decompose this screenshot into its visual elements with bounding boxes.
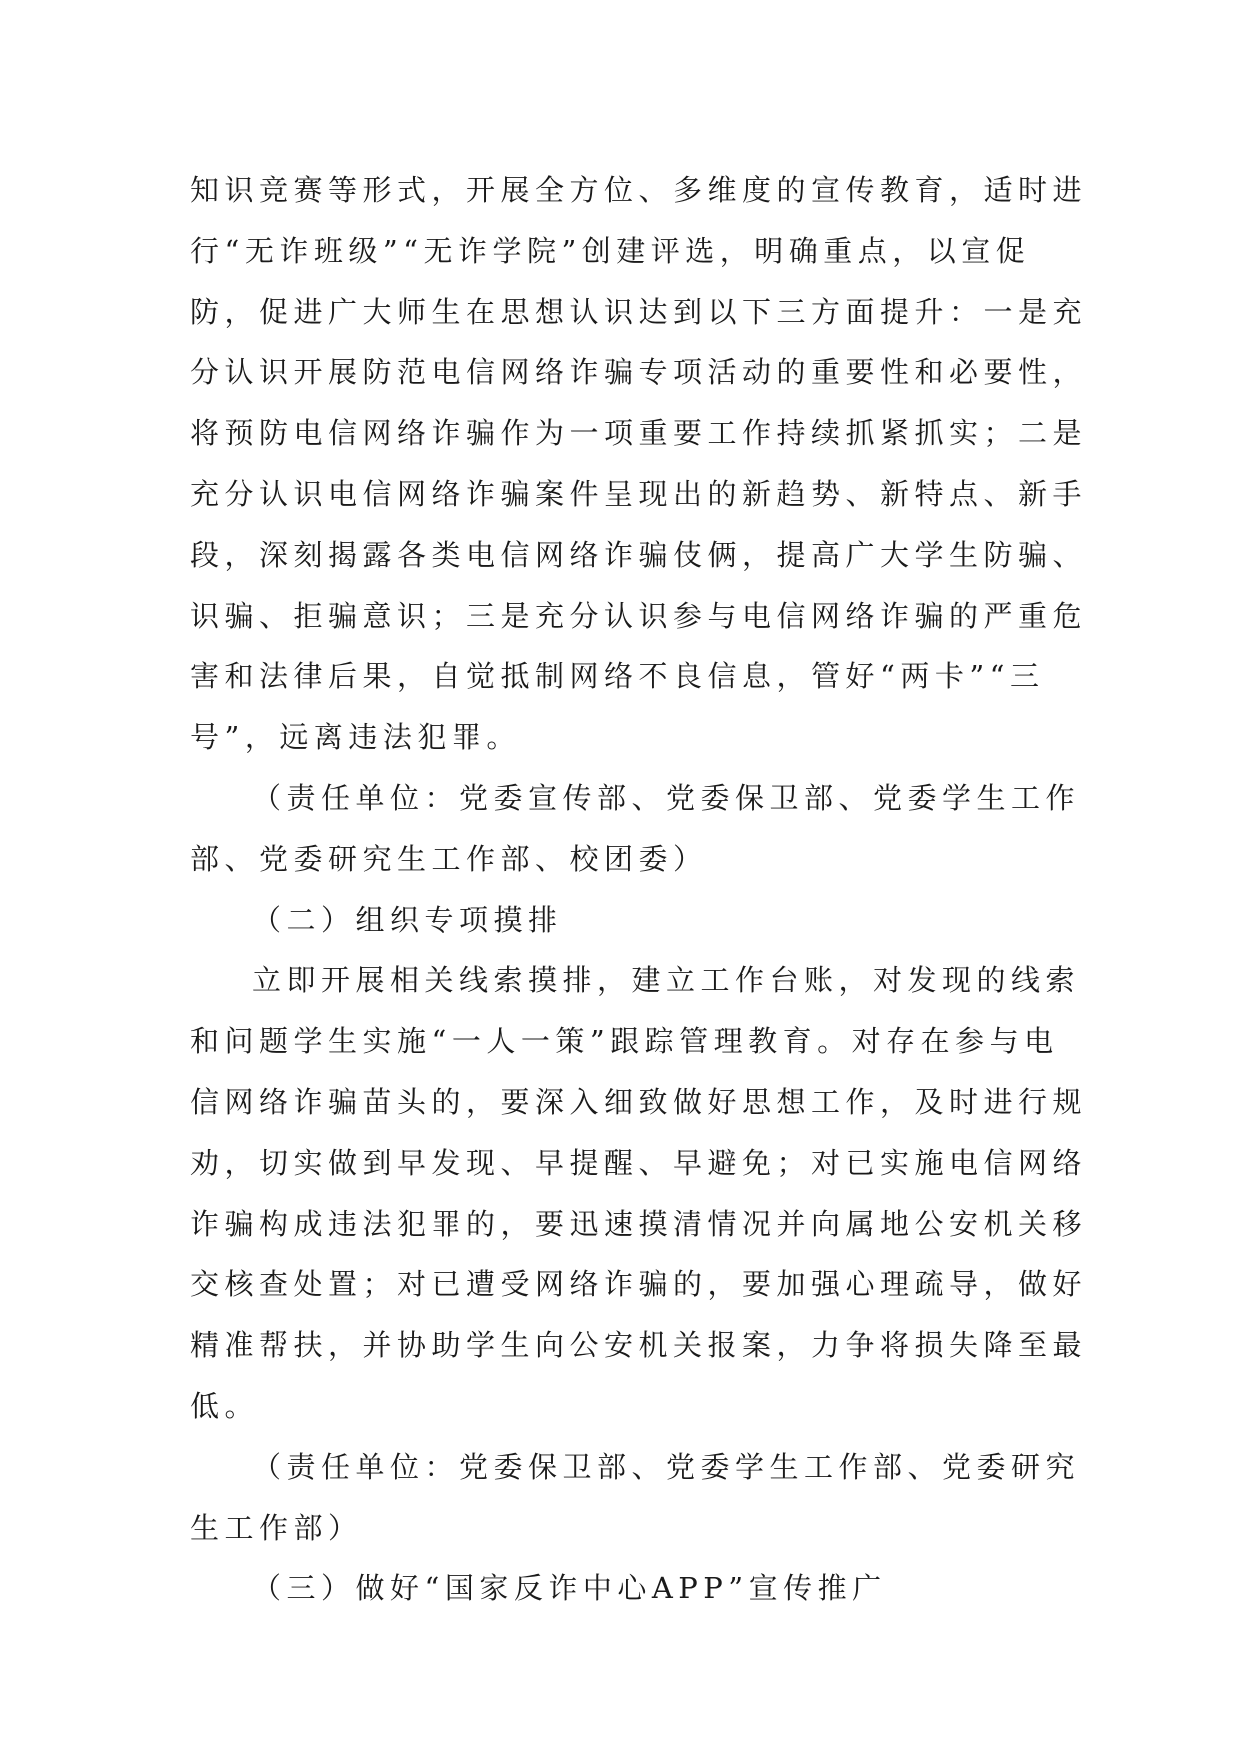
text-line: 交核查处置；对已遭受网络诈骗的，要加强心理疏导，做好 <box>190 1267 1088 1302</box>
responsibility-note: 生工作部） <box>190 1510 363 1545</box>
text-line: 行“无诈班级”“无诈学院”创建评选，明确重点，以宣促 <box>190 233 1031 268</box>
text-line: 将预防电信网络诈骗作为一项重要工作持续抓紧抓实；二是 <box>190 416 1088 451</box>
text-line: 信网络诈骗苗头的，要深入细致做好思想工作，及时进行规 <box>190 1084 1088 1119</box>
text-line: 精准帮扶，并协助学生向公安机关报案，力争将损失降至最 <box>190 1328 1088 1363</box>
text-line: 诈骗构成违法犯罪的，要迅速摸清情况并向属地公安机关移 <box>190 1206 1088 1241</box>
responsibility-note: （责任单位：党委宣传部、党委保卫部、党委学生工作 <box>252 780 1081 815</box>
text-line: 低。 <box>190 1388 260 1423</box>
text-line: 害和法律后果，自觉抵制网络不良信息，管好“两卡”“三 <box>190 659 1045 694</box>
text-line: 段，深刻揭露各类电信网络诈骗伎俩，提高广大学生防骗、 <box>190 537 1088 572</box>
text-line: 知识竞赛等形式，开展全方位、多维度的宣传教育，适时进 <box>190 173 1088 207</box>
text-line: 号”，远离违法犯罪。 <box>190 720 521 755</box>
text-line: 识骗、拒骗意识；三是充分认识参与电信网络诈骗的严重危 <box>190 598 1088 633</box>
text-line: 和问题学生实施“一人一策”跟踪管理教育。对存在参与电 <box>190 1024 1059 1059</box>
text-line: 劝，切实做到早发现、早提醒、早避免；对已实施电信网络 <box>190 1145 1088 1180</box>
responsibility-note: （责任单位：党委保卫部、党委学生工作部、党委研究 <box>252 1449 1081 1484</box>
text-line: 充分认识电信网络诈骗案件呈现出的新趋势、新特点、新手 <box>190 476 1088 511</box>
text-line: 防，促进广大师生在思想认识达到以下三方面提升：一是充 <box>190 294 1088 329</box>
text-line: 分认识开展防范电信网络诈骗专项活动的重要性和必要性， <box>190 355 1088 390</box>
document-body <box>190 160 1088 1619</box>
section-heading: （三）做好“国家反诈中心APP”宣传推广 <box>252 1571 887 1606</box>
responsibility-note: 部、党委研究生工作部、校团委） <box>190 841 708 876</box>
text-line: 立即开展相关线索摸排，建立工作台账，对发现的线索 <box>252 963 1081 998</box>
section-heading: （二）组织专项摸排 <box>252 902 563 937</box>
